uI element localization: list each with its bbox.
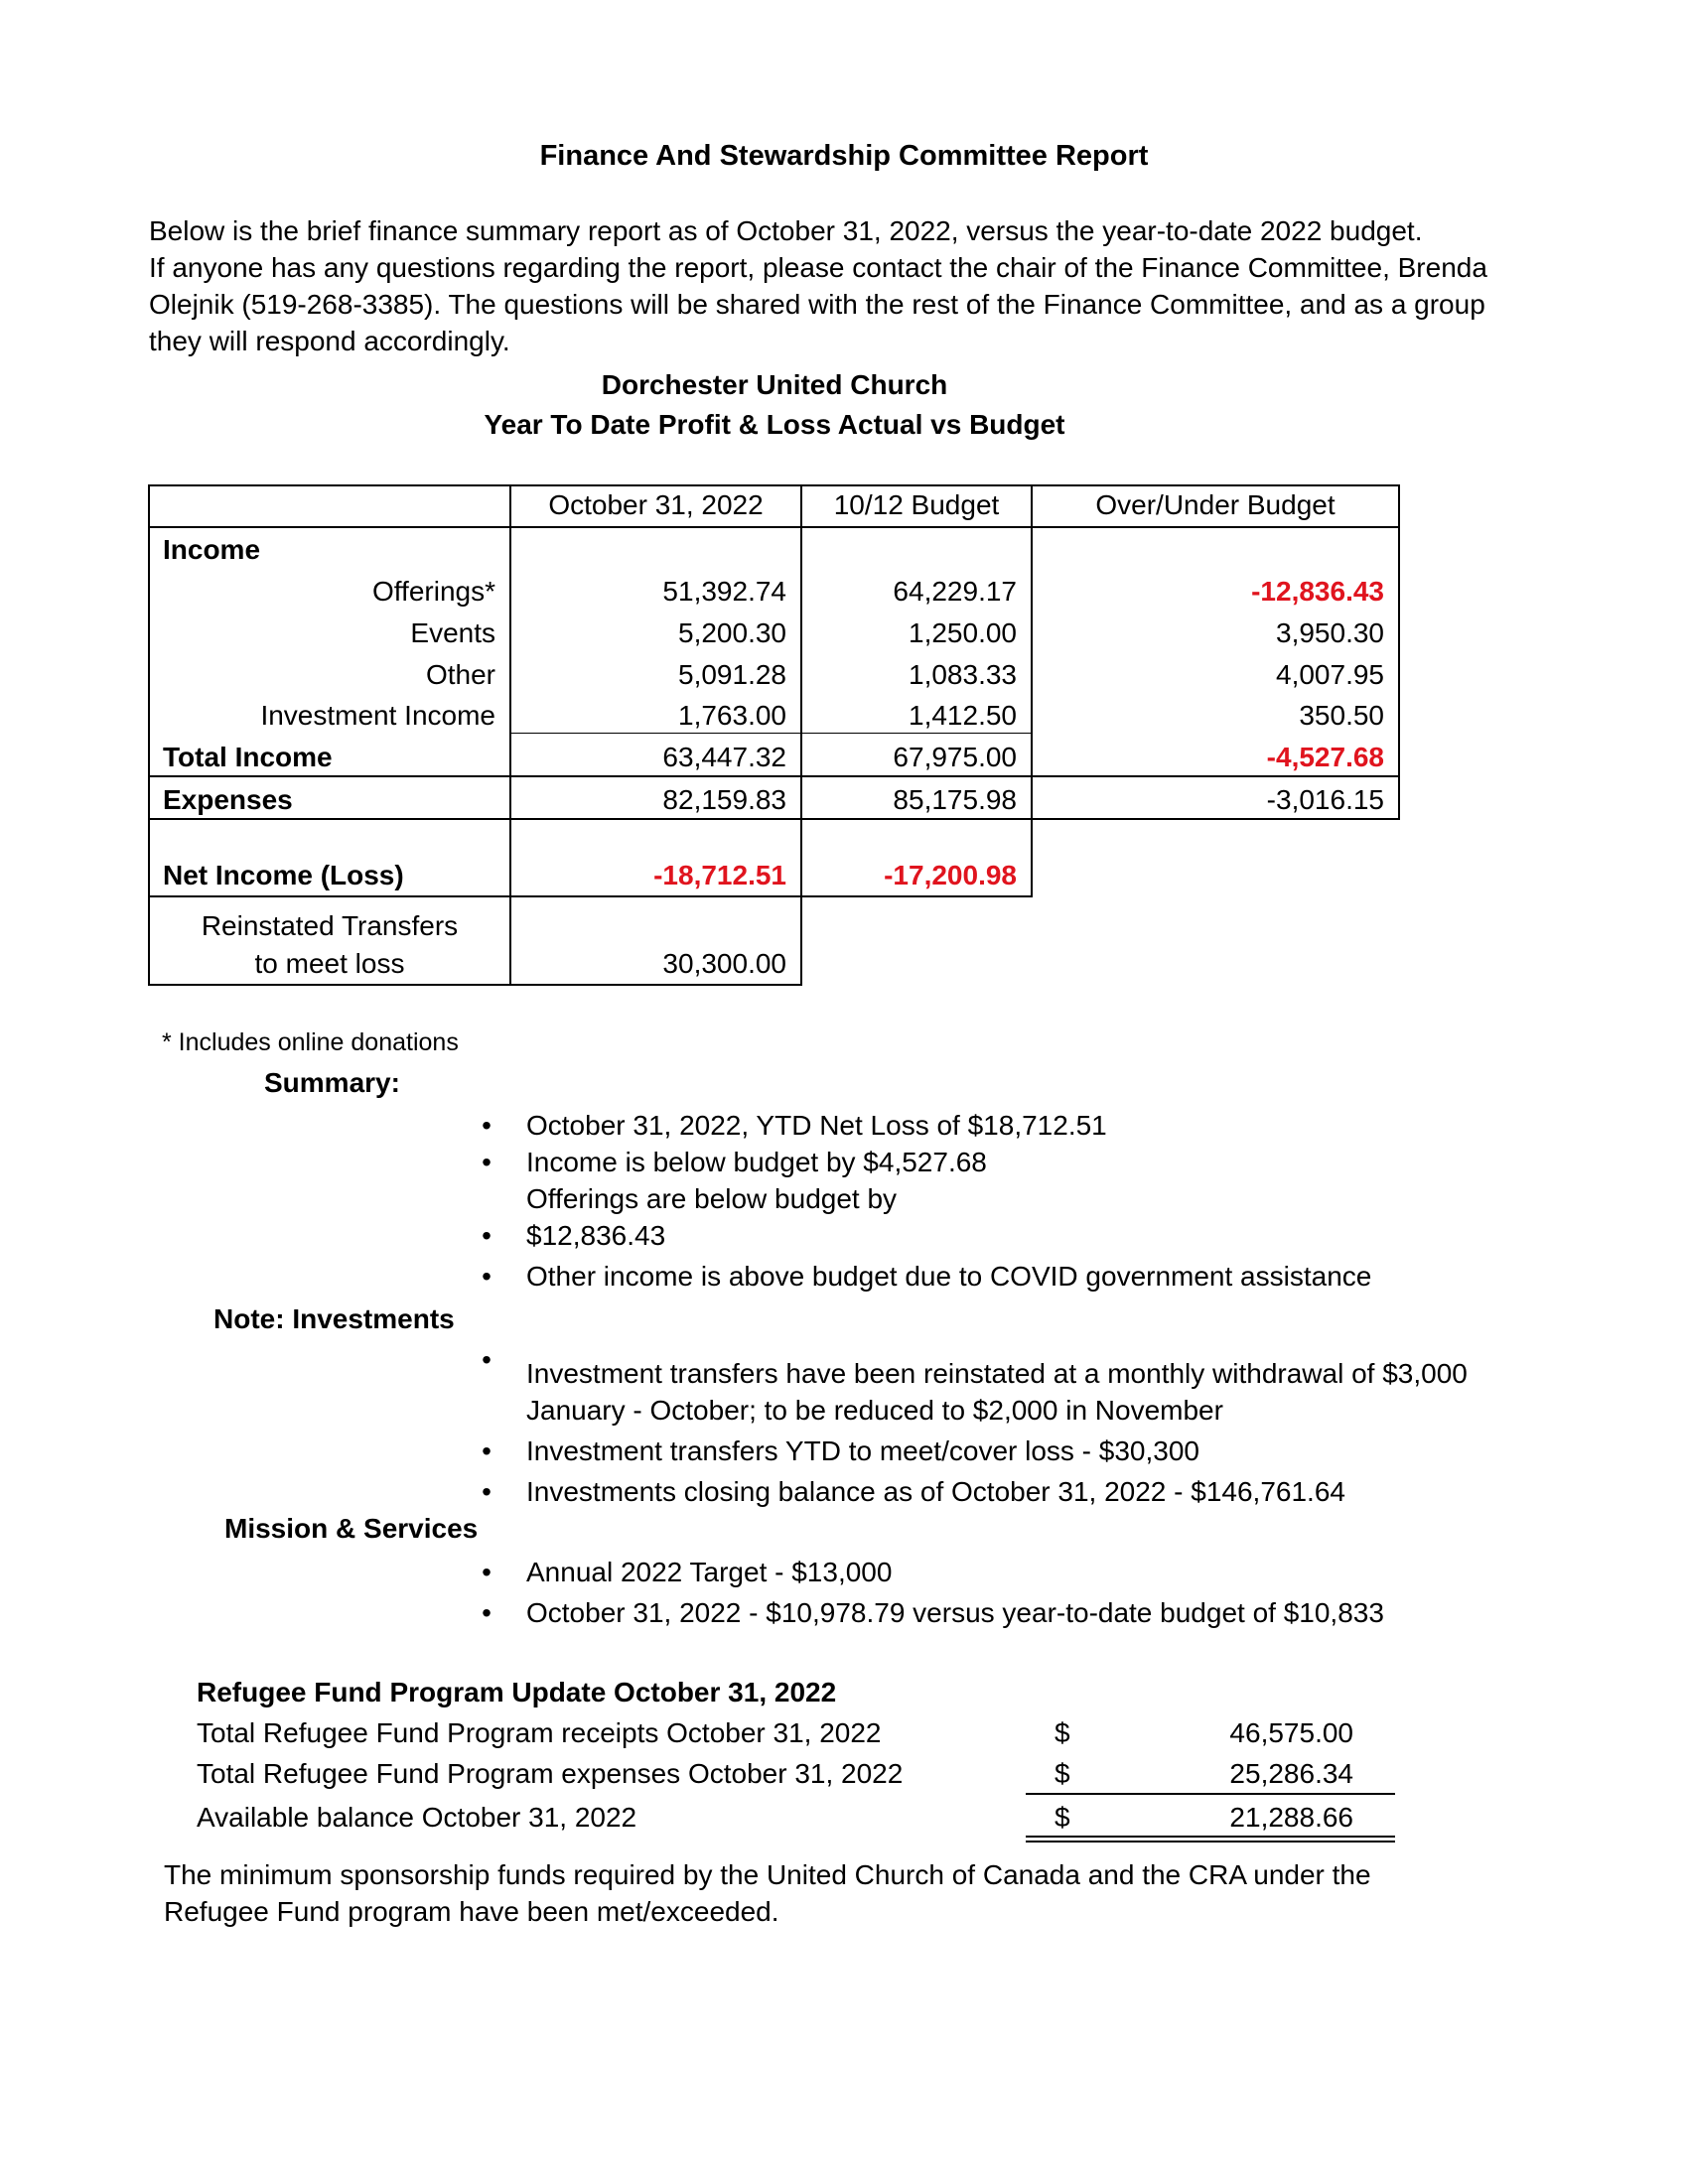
row-actual-other: 5,091.28 (678, 659, 786, 690)
income-label: Income (163, 534, 261, 565)
report-title: Finance And Stewardship Committee Report (539, 140, 1149, 172)
mission-label: Mission & Services (224, 1513, 479, 1544)
list-item: • Other income is above budget due to COVID government assistance (477, 1258, 1569, 1295)
bullet-icon: • (482, 1110, 492, 1141)
row-variance-offerings: -12,836.43 (1251, 576, 1384, 607)
bullet-icon: • (482, 1147, 492, 1177)
refugee-total-rule-1 (1026, 1836, 1395, 1838)
row-actual-offerings: 51,392.74 (662, 576, 786, 607)
organization-name: Dorchester United Church (601, 369, 948, 400)
refugee-row-receipts (197, 1717, 1398, 1754)
bullet-icon: • (482, 1476, 492, 1507)
header-underline (148, 526, 1400, 528)
intro-line-1: Below is the brief finance summary report as of October 31, 2022, versus the year-to-date 2022 budget. (149, 215, 1423, 246)
bullet-icon: • (482, 1435, 492, 1466)
currency-symbol: $ (1055, 1758, 1070, 1789)
list-item: • Investments closing balance as of October 31, 2022 - $146,761.64 (477, 1473, 1569, 1510)
table-divider-3 (1031, 484, 1033, 897)
expenses-line (148, 818, 1400, 820)
total-income-variance: -4,527.68 (1266, 742, 1384, 772)
total-income-line (148, 775, 1400, 777)
mission-list (477, 1554, 1569, 1631)
header-variance: Over/Under Budget (1095, 489, 1336, 520)
total-income-budget: 67,975.00 (893, 742, 1017, 772)
list-item: January - October; to be reduced to $2,000 in November (526, 1395, 1223, 1426)
refugee-total-rule-2 (1026, 1841, 1395, 1843)
investments-label: Note: Investments (213, 1303, 455, 1334)
row-variance-investment-income: 350.50 (1299, 700, 1384, 731)
bullet-icon: • (482, 1597, 492, 1628)
row-variance-other: 4,007.95 (1276, 659, 1384, 690)
report-subtitle: Year To Date Profit & Loss Actual vs Budget (484, 409, 1065, 440)
list-item: • October 31, 2022, YTD Net Loss of $18,712.51 (477, 1107, 1569, 1144)
header-budget: 10/12 Budget (833, 489, 1000, 520)
row-label-offerings: Offerings* (372, 576, 495, 607)
bullet-icon: • (482, 1557, 492, 1587)
row-budget-events: 1,250.00 (909, 617, 1017, 648)
refugee-row-amount: 25,286.34 (1229, 1758, 1353, 1789)
row-label-events: Events (410, 617, 495, 648)
table-divider-2 (800, 484, 802, 986)
expenses-actual: 82,159.83 (662, 784, 786, 815)
row-variance-events: 3,950.30 (1276, 617, 1384, 648)
table-divider-1 (509, 484, 511, 986)
row-budget-offerings: 64,229.17 (893, 576, 1017, 607)
refugee-row-balance (197, 1802, 1398, 1839)
currency-symbol: $ (1055, 1717, 1070, 1748)
profit-loss-table (0, 0, 1688, 993)
refugee-subtotal-rule (1026, 1793, 1395, 1795)
subtotal-line (509, 733, 1033, 734)
expenses-label: Expenses (163, 784, 293, 815)
refugee-row-expenses (197, 1758, 1398, 1795)
intro-line-2: If anyone has any questions regarding the report, please contact the chair of the Finance Committee, Brenda Olejnik (519-268-3385). The questions will be shared with the rest of the Finance Committee, and as a group they will respond accordingly. (149, 252, 1487, 356)
footnote: * Includes online donations (162, 1028, 459, 1056)
net-income-actual: -18,712.51 (653, 860, 786, 890)
summary-label: Summary: (264, 1067, 400, 1098)
investments-list (477, 1345, 1569, 1510)
refugee-row-label: Total Refugee Fund Program receipts October 31, 2022 (197, 1717, 882, 1748)
header-actual: October 31, 2022 (548, 489, 764, 520)
refugee-row-amount: 21,288.66 (1229, 1802, 1353, 1833)
reinstated-label-line-1: Reinstated Transfers (201, 910, 459, 941)
total-income-actual: 63,447.32 (662, 742, 786, 772)
bullet-icon: • (482, 1220, 492, 1251)
row-label-other: Other (425, 659, 495, 690)
refugee-heading: Refugee Fund Program Update October 31, 2022 (197, 1677, 837, 1707)
total-income-label: Total Income (163, 742, 333, 772)
list-item: Offerings are below budget by (526, 1183, 898, 1214)
refugee-row-amount: 46,575.00 (1229, 1717, 1353, 1748)
net-income-label: Net Income (Loss) (163, 860, 404, 890)
row-budget-investment-income: 1,412.50 (909, 700, 1017, 731)
net-income-budget: -17,200.98 (884, 860, 1017, 890)
summary-list (477, 1107, 1569, 1295)
table-top-border (148, 484, 1400, 486)
expenses-budget: 85,175.98 (893, 784, 1017, 815)
refugee-row-label: Available balance October 31, 2022 (197, 1802, 637, 1833)
bullet-icon: • (482, 1261, 492, 1292)
reinstated-label-line-2: to meet loss (254, 948, 405, 979)
row-label-investment-income: Investment Income (260, 700, 495, 731)
refugee-row-label: Total Refugee Fund Program expenses October 31, 2022 (197, 1758, 904, 1789)
table-right-border (1398, 484, 1400, 820)
net-income-line (148, 895, 1033, 897)
list-item: • Investment transfers have been reinstated at a monthly withdrawal of $3,000 (477, 1345, 1569, 1392)
expenses-variance: -3,016.15 (1266, 784, 1384, 815)
list-item: • October 31, 2022 - $10,978.79 versus year-to-date budget of $10,833 (477, 1594, 1569, 1631)
list-item: • Investment transfers YTD to meet/cover loss - $30,300 (477, 1433, 1569, 1469)
list-item: • Income is below budget by $4,527.68 (477, 1144, 1569, 1180)
reinstated-actual: 30,300.00 (662, 948, 786, 979)
bullet-icon: • (482, 1344, 492, 1375)
row-actual-events: 5,200.30 (678, 617, 786, 648)
row-budget-other: 1,083.33 (909, 659, 1017, 690)
currency-symbol: $ (1055, 1802, 1070, 1833)
list-item: • Annual 2022 Target - $13,000 (477, 1554, 1569, 1590)
row-actual-investment-income: 1,763.00 (678, 700, 786, 731)
table-bottom-border (148, 984, 801, 986)
list-item: • $12,836.43 (477, 1217, 1569, 1254)
closing-note: The minimum sponsorship funds required by the United Church of Canada and the CRA under the Refugee Fund program have been met/exceeded. (164, 1859, 1371, 1927)
